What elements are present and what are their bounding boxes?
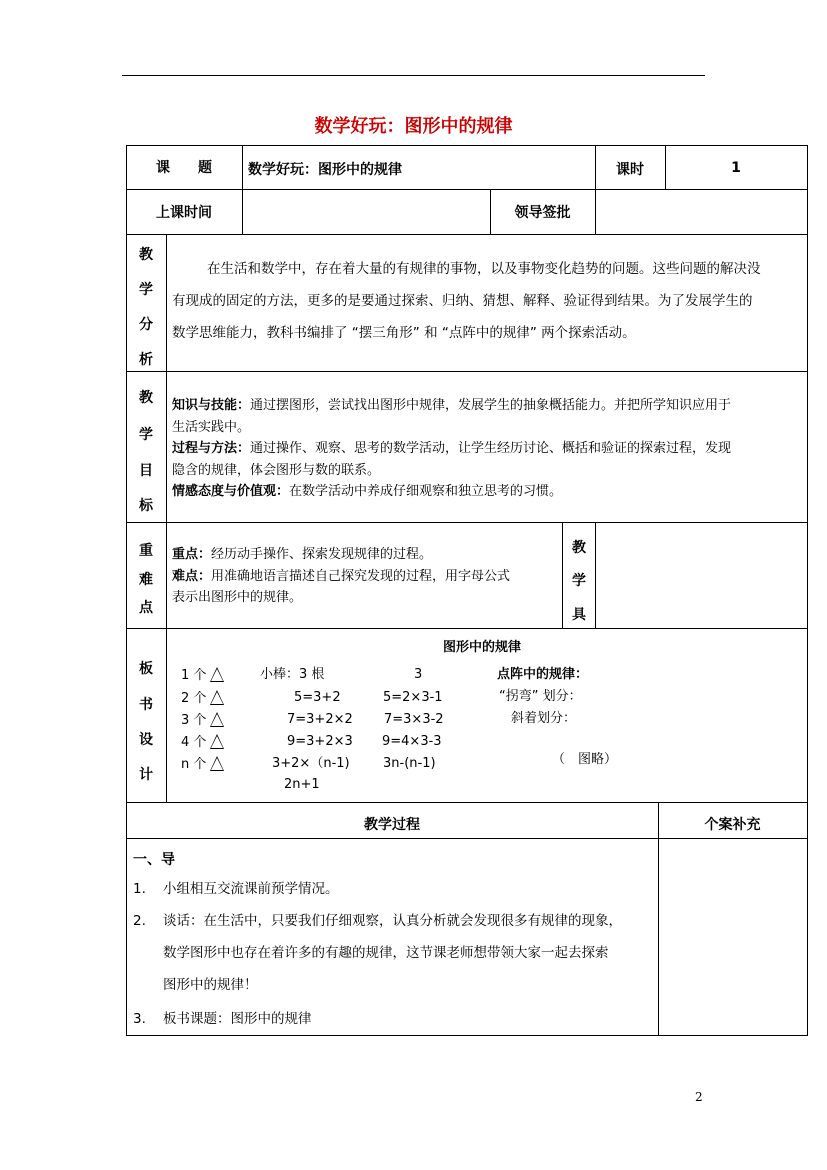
goal-process: 过程与方法：通过操作、观察、思考的数学活动，让学生经历讨论、概括和验证的探索过程，发现 bbox=[172, 441, 732, 456]
goal-knowledge: 知识与技能：通过摆图形，尝试找出图形中规律，发展学生的抽象概括能力。并把所学知识应用于 bbox=[172, 398, 732, 413]
triangle-icon bbox=[210, 712, 224, 727]
supplement-header: 个案补充 bbox=[704, 817, 761, 833]
time-label: 上课时间 bbox=[156, 205, 212, 221]
hours-value: 1 bbox=[731, 160, 741, 176]
approve-label: 领导签批 bbox=[514, 205, 571, 221]
board-title: 图形中的规律 bbox=[443, 640, 522, 655]
dot-line: 斜着划分： bbox=[511, 711, 577, 726]
list-item: 1. 小组相互交流课前预学情况。 bbox=[133, 881, 339, 897]
dot-title: 点阵中的规律： bbox=[497, 667, 589, 682]
topic-label: 课 题 bbox=[156, 160, 212, 176]
list-item: 3. 板书课题：图形中的规律 bbox=[133, 1011, 312, 1027]
triangle-icon bbox=[210, 690, 224, 705]
board-extra: 2n+1 bbox=[284, 777, 320, 792]
keypoints-text: 重点：经历动手操作、探索发现规律的过程。 难点：用准确地语言描述自己探究发现的过程，用字母公式 表示出图形中的规律。 bbox=[172, 547, 511, 605]
page-title: 数学好玩：图形中的规律 bbox=[314, 116, 513, 137]
triangle-icon bbox=[210, 756, 224, 771]
figure-omitted: （ 图略） bbox=[552, 752, 618, 767]
goal-attitude: 情感态度与价值观：在数学活动中养成仔细观察和独立思考的习惯。 bbox=[172, 484, 563, 499]
process-header: 教学过程 bbox=[364, 817, 420, 833]
section-heading: 一、导 bbox=[133, 852, 175, 868]
goals-text: 知识与技能：通过摆图形，尝试找出图形中规律，发展学生的抽象概括能力。并把所学知识应用于 生活实践中。 过程与方法：通过操作、观察、思考的数学活动，让学生经历讨论、概括和验证的探索过程，发现 隐含的规律，体会图形与数的联系。 情感态度与价值观：在数学活动中养成仔细观察和独立思考的习惯。 bbox=[172, 395, 804, 503]
analysis-text: 在生活和数学中，存在着大量的有规律的事物，以及事物变化趋势的问题。这些问题的解决没 有现成的固定的方法，更多的是要通过探索、归纳、猜想、解释、验证得到结果。为了发展学生的 数学思维能力，教科书编排了 “摆三角形” 和 “点阵中的规律” 两个探索活动。 bbox=[172, 261, 761, 341]
triangle-icon bbox=[210, 734, 224, 749]
hours-label: 课时 bbox=[616, 162, 644, 178]
page-number: 2 bbox=[695, 1090, 703, 1104]
list-item: 2. 谈话：在生活中，只要我们仔细观察，认真分析就会发现很多有规律的现象， 数学图形中也存在着许多的有趣的规律，这节课老师想带领大家一起去探索 图形中的规律！ bbox=[133, 913, 622, 993]
header-rule bbox=[122, 75, 705, 76]
dot-line: “拐弯” 划分： bbox=[499, 689, 582, 704]
triangle-icon bbox=[210, 667, 224, 682]
topic-value: 数学好玩：图形中的规律 bbox=[248, 162, 402, 178]
